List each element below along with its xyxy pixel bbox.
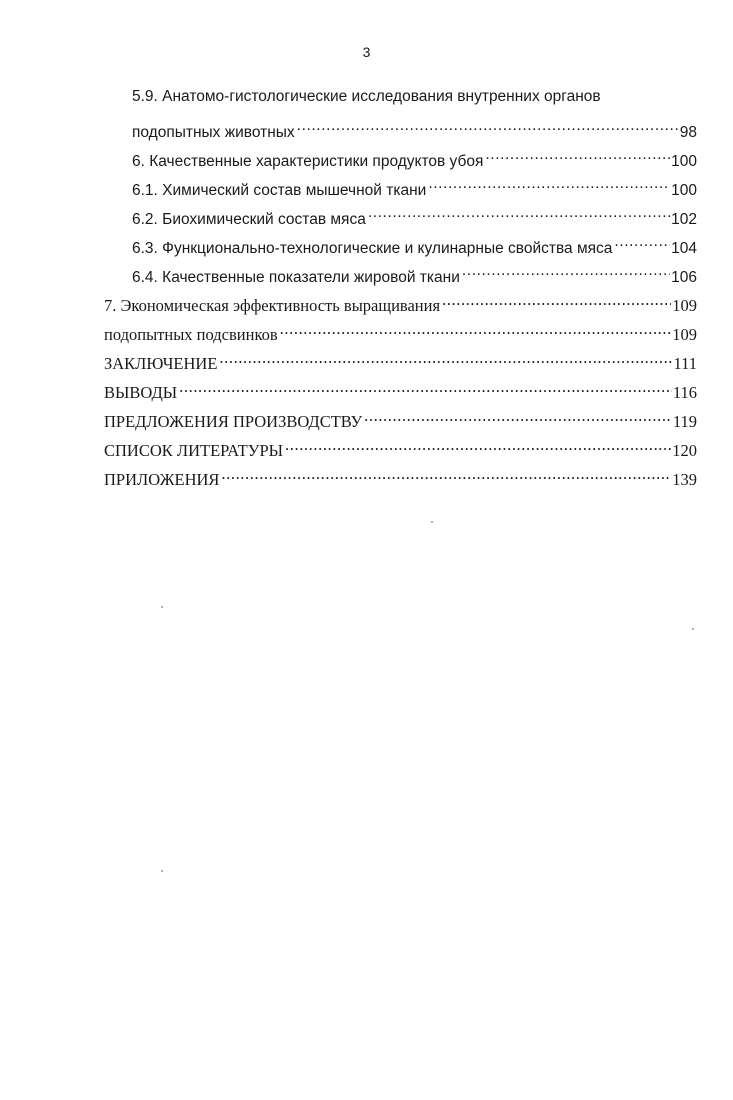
dot-leader bbox=[285, 434, 671, 456]
toc-entry-title: 6.2. Биохимический состав мяса bbox=[132, 211, 366, 228]
dot-leader bbox=[364, 405, 672, 427]
dot-leader bbox=[428, 173, 670, 195]
toc-entry-page: 119 bbox=[672, 412, 697, 431]
toc-entry-7-cont bbox=[104, 318, 697, 346]
toc-entry-page: 109 bbox=[672, 296, 697, 315]
dot-leader bbox=[297, 115, 679, 137]
dot-leader bbox=[442, 289, 671, 311]
toc-entry-title: ЗАКЛЮЧЕНИЕ bbox=[104, 354, 218, 373]
toc-entry-page: 104 bbox=[671, 240, 697, 257]
toc-entry-6-2 bbox=[132, 202, 697, 231]
toc-entry-findings bbox=[104, 376, 697, 404]
toc-entry-page: 100 bbox=[671, 153, 697, 170]
dot-leader bbox=[368, 202, 670, 224]
toc-entry-title: 6. Качественные характеристики продуктов убоя bbox=[132, 153, 484, 170]
toc-entry-7 bbox=[104, 289, 697, 317]
toc-entry-page: 100 bbox=[671, 182, 697, 199]
toc-entry-6-4 bbox=[132, 260, 697, 289]
toc-entry-title: 7. Экономическая эффективность выращивания bbox=[104, 296, 441, 315]
toc-entry-appendices bbox=[104, 463, 697, 491]
scan-speck bbox=[161, 870, 163, 872]
toc-entry-title: 5.9. Анатомо-гистологические исследования внутренних органов bbox=[132, 88, 601, 105]
toc-entry-page: 120 bbox=[672, 441, 697, 460]
toc-entry-title: 6.4. Качественные показатели жировой ткани bbox=[132, 269, 460, 286]
dot-leader bbox=[179, 376, 672, 398]
scan-speck bbox=[161, 606, 163, 608]
toc-entry-page: 111 bbox=[673, 354, 697, 373]
toc-entry-proposals bbox=[104, 405, 697, 433]
toc-entry-page: 116 bbox=[672, 383, 697, 402]
dot-leader bbox=[221, 463, 671, 485]
toc-entry-title: 6.3. Функционально-технологические и кулинарные свойства мяса bbox=[132, 240, 613, 257]
dot-leader bbox=[462, 260, 670, 282]
toc-entry-6-3 bbox=[132, 231, 697, 260]
toc-entry-page: 139 bbox=[672, 470, 697, 489]
dot-leader bbox=[614, 231, 670, 253]
toc-entry-references bbox=[104, 434, 697, 462]
toc-entry-6 bbox=[132, 144, 697, 173]
toc-entry-title: подопытных животных bbox=[132, 124, 295, 141]
toc-entry-title: СПИСОК ЛИТЕРАТУРЫ bbox=[104, 441, 284, 460]
toc-entry-title: ВЫВОДЫ bbox=[104, 383, 178, 402]
dot-leader bbox=[219, 347, 672, 369]
toc-entry-6-1 bbox=[132, 173, 697, 202]
page-number: 3 bbox=[362, 44, 371, 60]
toc-entry-title: ПРЕДЛОЖЕНИЯ ПРОИЗВОДСТВУ bbox=[104, 412, 363, 431]
toc-entry-page: 102 bbox=[671, 211, 697, 228]
toc-entry-title: ПРИЛОЖЕНИЯ bbox=[104, 470, 220, 489]
dot-leader bbox=[280, 318, 672, 340]
toc-entry-5-9-cont bbox=[132, 115, 697, 144]
toc-entry-5-9 bbox=[132, 86, 672, 108]
scan-speck bbox=[431, 521, 433, 523]
scan-speck bbox=[692, 628, 694, 630]
toc-entry-page: 98 bbox=[679, 124, 697, 141]
toc-entry-conclusion bbox=[104, 347, 697, 375]
toc-entry-page: 106 bbox=[671, 269, 697, 286]
toc-entry-title: подопытных подсвинков bbox=[104, 325, 278, 344]
dot-leader bbox=[485, 144, 670, 166]
toc-entry-page: 109 bbox=[672, 325, 697, 344]
toc-entry-title: 6.1. Химический состав мышечной ткани bbox=[132, 182, 427, 199]
